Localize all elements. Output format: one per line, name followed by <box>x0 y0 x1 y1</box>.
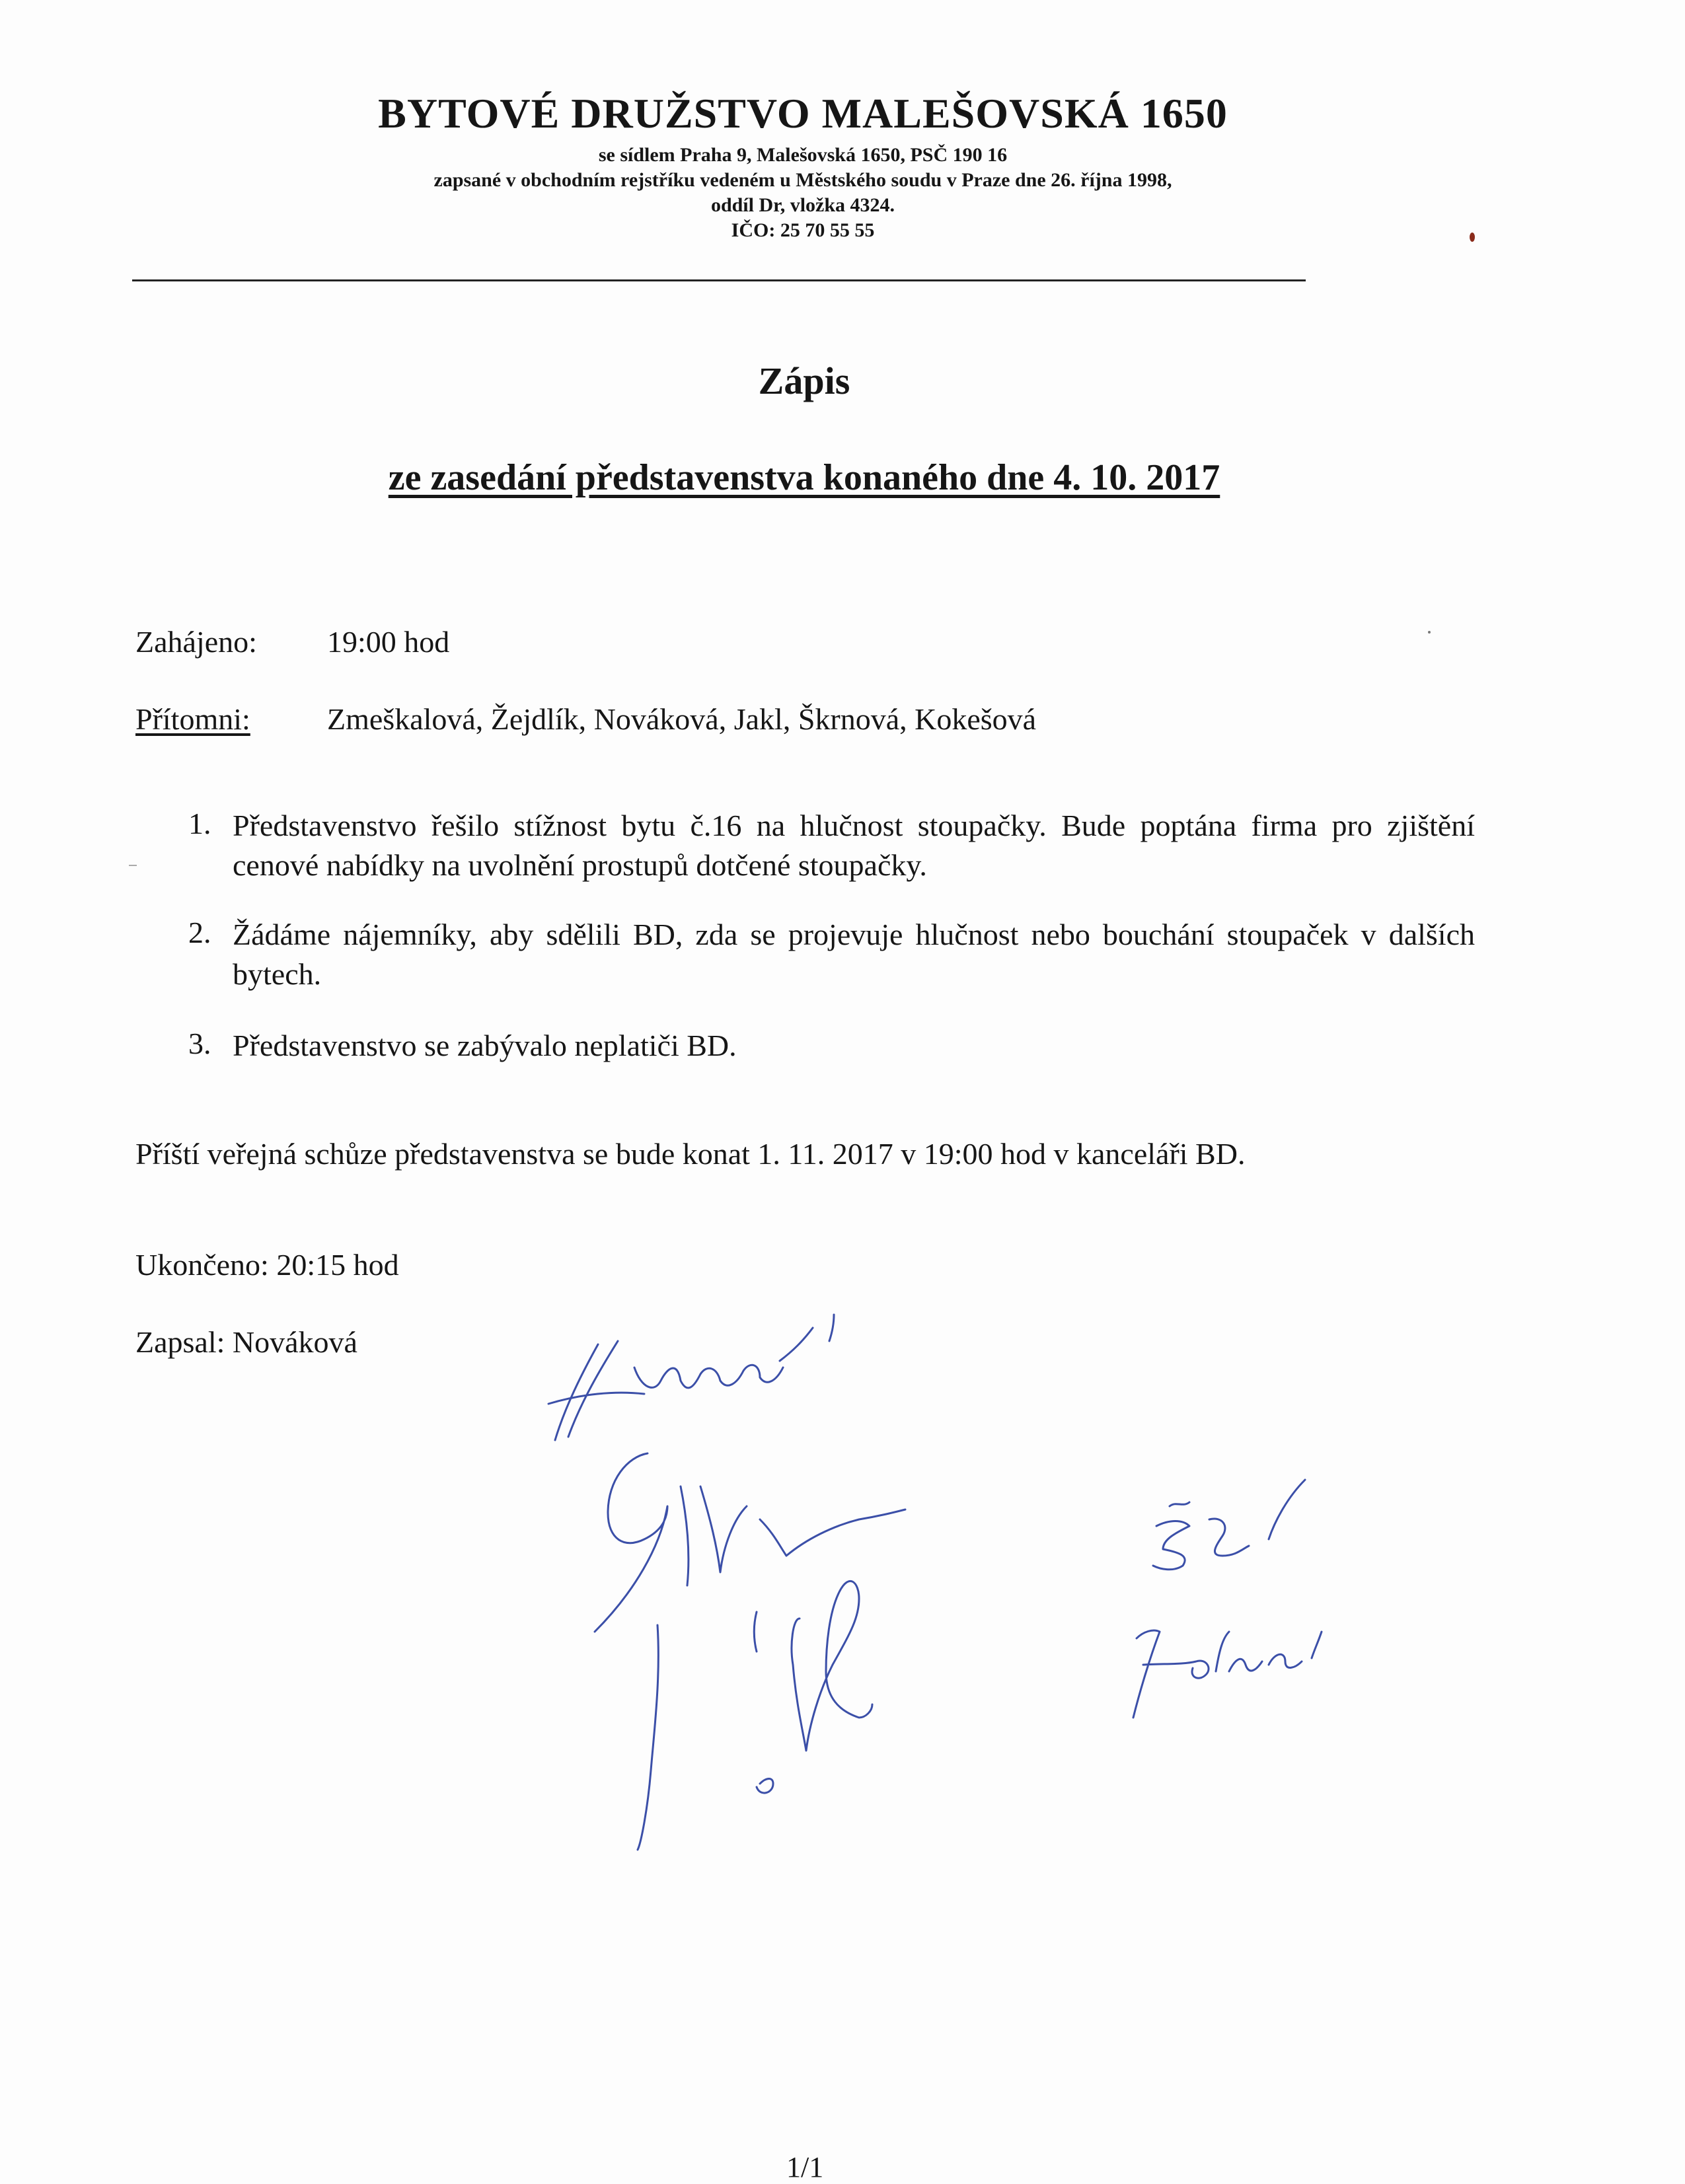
present-label: Přítomni: <box>135 702 250 736</box>
document-subtitle: ze zasedání představenstva konaného dne 4. 10. 2017 <box>388 457 1220 498</box>
document-title: Zápis <box>758 359 850 402</box>
organization-department: oddíl Dr, vložka 4324. <box>710 194 895 216</box>
organization-registration: zapsané v obchodním rejstříku vedeném u Městského soudu v Praze dne 26. října 1998, <box>433 169 1172 191</box>
organization-name: BYTOVÉ DRUŽSTVO MALEŠOVSKÁ 1650 <box>378 90 1228 137</box>
recorder-line: Zapsal: Nováková <box>135 1325 357 1359</box>
list-item-text: Představenstvo se zabývalo neplatiči BD. <box>233 1029 737 1062</box>
dust-speck <box>1428 631 1431 634</box>
list-item-number: 1. <box>188 807 211 840</box>
list-item-number: 2. <box>188 916 211 949</box>
list-item-text: Žádáme nájemníky, aby sdělili BD, zda se projevuje hlučnost nebo bouchání stoupaček v dalších bytech. <box>233 918 1475 991</box>
started-value: 19:00 hod <box>327 625 450 659</box>
present-value: Zmeškalová, Žejdlík, Nováková, Jakl, Škrnová, Kokešová <box>327 702 1037 736</box>
organization-seat: se sídlem Praha 9, Malešovská 1650, PSČ 190 16 <box>598 144 1008 166</box>
next-meeting-note: Příští veřejná schůze představenstva se bude konat 1. 11. 2017 v 19:00 hod v kanceláři BD. <box>135 1137 1246 1171</box>
started-label: Zahájeno: <box>135 625 257 659</box>
list-item-text: Představenstvo řešilo stížnost bytu č.16 na hlučnost stoupačky. Bude poptána firma pro zjištění cenové nabídky na uvolnění prostupů dotčené stoupačky. <box>233 809 1475 882</box>
ended-line: Ukončeno: 20:15 hod <box>135 1248 399 1282</box>
page-number: 1/1 <box>786 2151 824 2183</box>
list-item-number: 3. <box>188 1027 211 1060</box>
ink-speck <box>1470 233 1475 242</box>
organization-ico: IČO: 25 70 55 55 <box>731 219 875 241</box>
